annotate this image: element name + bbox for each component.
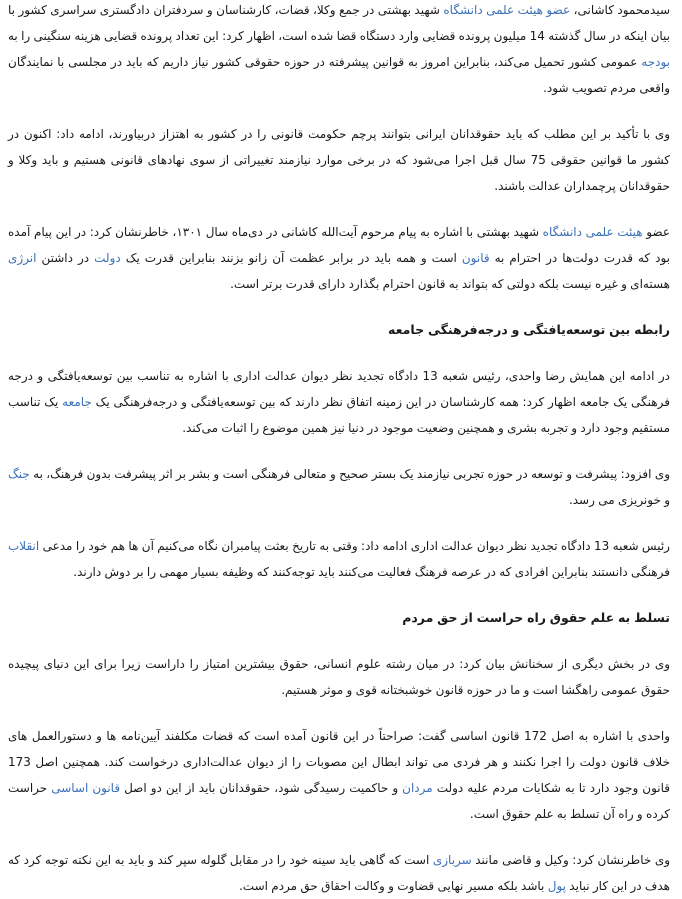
paragraph	[8, 651, 670, 703]
paragraph	[8, 363, 670, 441]
text-run: فرهنگی دانستند بنابراین افرادی که در عرصه فرهنگ فعالیت می‌کنند باید توجه‌کنند که وظیفه بسیار مهمی را بر دوش دارند.	[73, 565, 670, 579]
inline-link[interactable]: سربازی	[432, 853, 472, 867]
section-heading: تسلط به علم حقوق راه حراست از حق مردم	[402, 610, 670, 625]
text-run: و حاکمیت رسیدگی شود، حقوقدانان باید از این دو اصل	[120, 781, 403, 795]
paragraph	[8, 847, 670, 899]
inline-link[interactable]: هیئت علمی دانشگاه	[542, 225, 643, 239]
inline-link[interactable]: عضو هیئت علمی دانشگاه	[443, 3, 571, 17]
text-run: عضو	[642, 225, 670, 239]
paragraph	[8, 461, 670, 513]
paragraph	[8, 533, 670, 585]
text-run: واحدی با اشاره به اصل 172 قانون اساسی گفت: صراحتاً در این قانون آمده است که قضات مکلفند آیین‌نامه ها و دستورالعمل های خلاف قانون دولت را اجرا نکنند و هر فردی می تواند ابطال این مصوبات را از دیوان عدالت‌اداری درخواست کند. همچنین اصل 173 قانون وجود دارد تا به شکایات مردم علیه دولت	[8, 729, 671, 795]
text-run: یک تناسب مستقیم وجود دارد و تجربه بشری و همچنین وضعیت موجود در دنیا نیز همین موضوع را اثبات می‌کند.	[8, 395, 670, 435]
text-run: وی خاطرنشان کرد: وکیل و قاضی مانند	[471, 853, 671, 867]
text-run: وی با تأکید بر این مطلب که باید حقوقدانان ایرانی بتوانند پرچم حکومت قانونی را در کشور به اهتزاز دربیاورند، ادامه داد: اکنون در کشور ما قوانین حقوقی 75 سال قبل اجرا می‌شود که در برخی موارد نیازمند تغییراتی از سوی نهادهای قانونی هستیم و باید وکلا و حقوقدانان پرچمداران عدالت باشند.	[8, 127, 671, 193]
text-run: در ادامه این همایش رضا واحدی، رئیس شعبه 13 دادگاه تجدید نظر دیوان عدالت اداری با اشاره به تناسب بین توسعه‌یافتگی و درجه فرهنگی یک جامعه اظهار کرد: همه کارشناسان در این زمینه اتفاق نظر دارند که بین توسعه‌یافتگی و درجه‌فرهنگی یک	[8, 369, 670, 409]
inline-link[interactable]: دولت	[94, 251, 121, 265]
inline-link[interactable]: پول	[547, 879, 566, 893]
inline-link[interactable]: انرژی	[8, 251, 37, 265]
text-run: سیدمحمود کاشانی،	[570, 3, 670, 17]
text-run: عمومی کشور تحمیل می‌کند، بنابراین امروز به قوانین پیشرفته در حوزه حقوقی کشور نیاز داریم که باید در مجلسی با نمایندگان واقعی مردم تصویب شود.	[8, 55, 670, 95]
inline-link[interactable]: بودجه	[641, 55, 670, 69]
text-run: و خونریزی می رسد.	[568, 493, 670, 507]
text-run: باشد بلکه مسیر نهایی قضاوت و وکالت احقاق حق مردم است.	[238, 879, 548, 893]
inline-link[interactable]: جنگ	[8, 467, 30, 481]
paragraph	[8, 0, 670, 101]
section-heading: رابطه بین توسعه‌یافتگی و درجه‌فرهنگی جامعه	[388, 322, 670, 337]
text-run: وی در بخش دیگری از سخنانش بیان کرد: در میان رشته علوم انسانی، حقوق بیشترین امتیاز را داراست زیرا برای این دنیای پیچیده حقوق عمومی راهگشا است و ما در حوزه قانون خوشبختانه قوی و موثر هستیم.	[8, 657, 670, 697]
text-run: حراست کرده و راه آن تسلط به علم حقوق است.	[8, 781, 670, 821]
text-run: در داشتن	[36, 251, 95, 265]
inline-link[interactable]: جامعه	[62, 395, 92, 409]
text-run: شهید بهشتی با اشاره به پیام مرحوم آیت‌الله کاشانی در دی‌ماه سال ۱۳۰۱، خاطرنشان کرد: در این پیام آمده بود که قدرت دولت‌ها در احترام به	[8, 225, 671, 265]
text-run: وی افزود: پیشرفت و توسعه در حوزه تجربی نیازمند یک بستر صحیح و متعالی فرهنگی است و بشر بر اثر پیشرفت بدون فرهنگ، به	[29, 467, 670, 481]
text-run: شهید بهشتی در جمع وکلا، قضات، کارشناسان و سردفتران دادگستری سراسری کشور با بیان اینکه در سال گذشته 14 میلیون پرونده قضایی وارد دستگاه قضا شده است، اظهار کرد: این تعداد پرونده قضایی هزینه سنگینی را به	[8, 3, 670, 43]
paragraph	[8, 121, 670, 199]
text-run: است که گاهی باید سینه خود را در مقابل گلوله سپر کند و باید به این نکته توجه کرد که هدف در این کار نباید	[8, 853, 670, 893]
text-run: رئیس شعبه 13 دادگاه تجدید نظر دیوان عدالت اداری ادامه داد: وقتی به تاریخ بعثت پیامبران نگاه می‌کنیم آن ها هم خود را مدعی	[39, 539, 670, 553]
inline-link[interactable]: انقلاب	[8, 539, 40, 553]
inline-link[interactable]: قانون اساسی	[51, 781, 121, 795]
paragraph	[8, 723, 670, 827]
text-run: هسته‌ای و غیره نیست بلکه دولتی که بتواند به قانون احترام بگذارد دارای قدرت برتر است.	[230, 277, 670, 291]
text-run: است و همه باید در برابر عظمت آن زانو بزنند بنابراین قدرت یک	[120, 251, 462, 265]
inline-link[interactable]: قانون	[461, 251, 490, 265]
paragraph	[8, 219, 670, 297]
inline-link[interactable]: مردان	[402, 781, 433, 795]
